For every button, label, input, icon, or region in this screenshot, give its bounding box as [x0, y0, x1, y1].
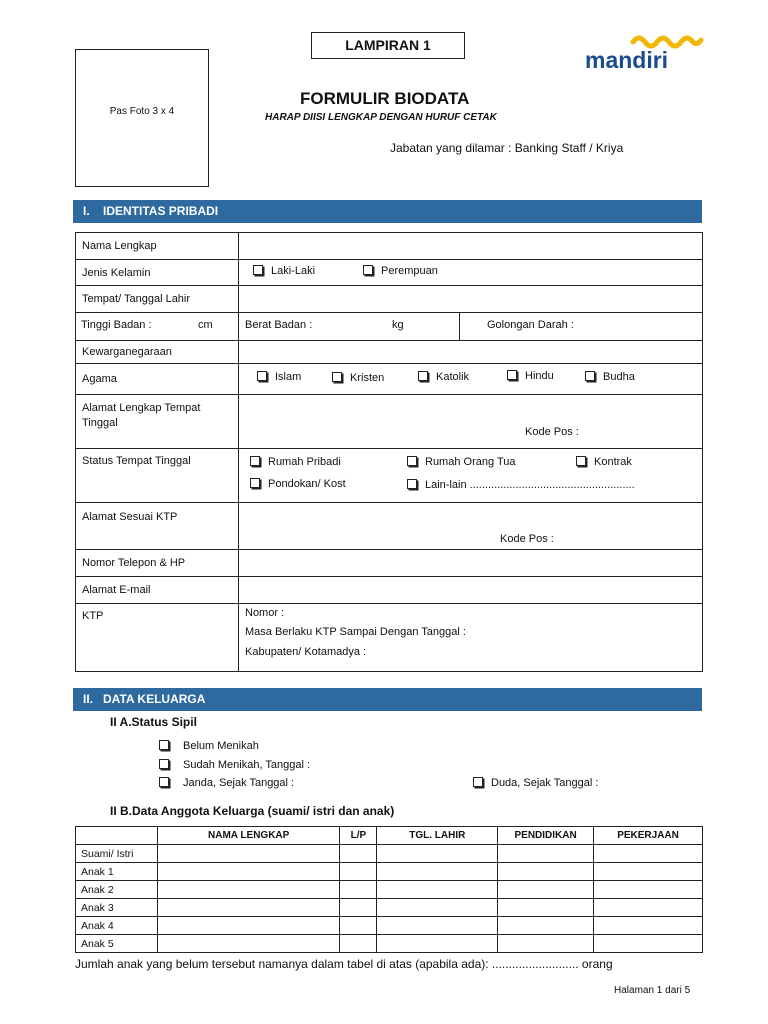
civil-option-janda[interactable]	[159, 777, 294, 789]
cell[interactable]	[594, 899, 703, 917]
cell[interactable]	[340, 935, 377, 953]
checkbox[interactable]	[250, 456, 260, 466]
gender-option-male[interactable]	[253, 265, 315, 277]
input-email[interactable]	[238, 577, 702, 604]
checkbox[interactable]	[407, 479, 417, 489]
label-telepon: Nomor Telepon & HP	[76, 550, 239, 577]
cell[interactable]	[157, 899, 340, 917]
children-count-note: Jumlah anak yang belum tersebut namanya dalam tabel di atas (apabila ada): .......................... orang	[75, 957, 613, 971]
header-lp: L/P	[340, 827, 377, 845]
cell[interactable]	[340, 863, 377, 881]
family-table	[75, 826, 703, 953]
option-label: Hindu	[525, 370, 554, 382]
input-nama[interactable]	[238, 233, 702, 260]
row-label: Anak 1	[76, 863, 158, 881]
header-pekerjaan: PEKERJAAN	[594, 827, 703, 845]
checkbox[interactable]	[159, 740, 169, 750]
input-tempat-lahir[interactable]	[238, 286, 702, 313]
label-email: Alamat E-mail	[76, 577, 239, 604]
label-jenis-kelamin: Jenis Kelamin	[76, 260, 239, 286]
residence-option-kontrak[interactable]	[576, 456, 632, 468]
section-number: I.	[83, 204, 90, 218]
unit-cm: cm	[198, 319, 213, 331]
label-berat: Berat Badan :	[245, 319, 313, 331]
label-nama: Nama Lengkap	[76, 233, 239, 260]
cell[interactable]	[157, 863, 340, 881]
input-telepon[interactable]	[238, 550, 702, 577]
option-label: Rumah Orang Tua	[425, 456, 516, 468]
unit-kg: kg	[392, 319, 404, 331]
header-nama: NAMA LENGKAP	[157, 827, 340, 845]
identity-table	[75, 232, 703, 672]
checkbox[interactable]	[332, 372, 342, 382]
cell[interactable]	[498, 899, 594, 917]
row-label: Anak 2	[76, 881, 158, 899]
mandiri-logo	[585, 32, 705, 72]
option-label: Perempuan	[381, 265, 438, 277]
option-label: Sudah Menikah, Tanggal :	[183, 759, 310, 771]
checkbox[interactable]	[159, 759, 169, 769]
input-alamat[interactable]	[238, 395, 702, 449]
label-ktp-nomor: Nomor :	[245, 607, 285, 619]
gender-option-female[interactable]	[363, 265, 438, 277]
section-number: II.	[83, 692, 94, 706]
section-title: DATA KELUARGA	[103, 692, 206, 706]
religion-option-budha[interactable]	[585, 371, 635, 383]
cell[interactable]	[157, 881, 340, 899]
cell[interactable]	[340, 899, 377, 917]
civil-option-duda[interactable]	[473, 777, 598, 789]
label-alamat: Alamat Lengkap Tempat Tinggal	[76, 395, 239, 449]
cell[interactable]	[498, 935, 594, 953]
checkbox[interactable]	[507, 370, 517, 380]
cell[interactable]	[157, 845, 340, 863]
svg-text:mandiri: mandiri	[585, 47, 669, 72]
label-kode-pos-ktp: Kode Pos :	[500, 533, 554, 545]
religion-option-katolik[interactable]	[418, 371, 469, 383]
cell[interactable]	[377, 863, 498, 881]
header-pendidikan: PENDIDIKAN	[498, 827, 594, 845]
cell[interactable]	[498, 881, 594, 899]
cell[interactable]	[594, 881, 703, 899]
residence-option-lain-lain[interactable]	[407, 479, 635, 491]
option-label: Duda, Sejak Tanggal :	[491, 777, 599, 789]
photo-box	[75, 49, 209, 187]
cell[interactable]	[594, 917, 703, 935]
cell[interactable]	[157, 935, 340, 953]
position-applied: Jabatan yang dilamar : Banking Staff / Kriya	[390, 141, 624, 155]
residence-option-rumah-orang-tua[interactable]	[407, 456, 516, 468]
input-alamat-ktp[interactable]	[238, 503, 702, 550]
row-label: Anak 4	[76, 917, 158, 935]
label-tinggi: Tinggi Badan :	[81, 319, 152, 331]
civil-option-sudah-menikah[interactable]	[159, 759, 310, 771]
label-ktp-masa: Masa Berlaku KTP Sampai Dengan Tanggal :	[245, 626, 466, 638]
table-row	[76, 863, 703, 881]
section-keluarga-header	[73, 688, 702, 711]
lampiran-box: LAMPIRAN 1	[311, 32, 465, 59]
checkbox[interactable]	[159, 777, 169, 787]
civil-option-belum-menikah[interactable]	[159, 740, 259, 752]
checkbox[interactable]	[473, 777, 483, 787]
header-tgl-lahir: TGL. LAHIR	[377, 827, 498, 845]
cell[interactable]	[340, 845, 377, 863]
cell[interactable]	[340, 881, 377, 899]
photo-label: Pas Foto 3 x 4	[109, 106, 175, 117]
label-tempat-lahir: Tempat/ Tanggal Lahir	[76, 286, 239, 313]
cell[interactable]	[498, 845, 594, 863]
option-label: Janda, Sejak Tanggal :	[183, 777, 295, 789]
checkbox[interactable]	[253, 265, 263, 275]
option-label: Kontrak	[594, 456, 632, 468]
table-row	[76, 899, 703, 917]
label-ktp-kabupaten: Kabupaten/ Kotamadya :	[245, 646, 367, 658]
label-kode-pos: Kode Pos :	[525, 426, 579, 438]
form-subtitle: HARAP DIISI LENGKAP DENGAN HURUF CETAK	[265, 112, 497, 123]
checkbox[interactable]	[585, 371, 595, 381]
cell[interactable]	[594, 863, 703, 881]
family-data-heading: II B.Data Anggota Keluarga (suami/ istri dan anak)	[110, 804, 395, 818]
cell[interactable]	[498, 917, 594, 935]
residence-option-pondokan[interactable]	[250, 478, 346, 490]
cell[interactable]	[594, 935, 703, 953]
section-identitas-header	[73, 200, 702, 223]
label-ktp: KTP	[76, 604, 239, 672]
cell[interactable]	[594, 845, 703, 863]
row-label: Anak 5	[76, 935, 158, 953]
input-kewarganegaraan[interactable]	[238, 341, 702, 364]
cell[interactable]	[340, 917, 377, 935]
option-label: Katolik	[436, 371, 470, 383]
religion-option-hindu[interactable]	[507, 370, 554, 382]
residence-option-rumah-pribadi[interactable]	[250, 456, 341, 468]
page-number: Halaman 1 dari 5	[614, 985, 691, 996]
cell[interactable]	[377, 881, 498, 899]
option-label: Islam	[275, 371, 302, 383]
cell[interactable]	[157, 917, 340, 935]
religion-option-kristen[interactable]	[332, 372, 384, 384]
label-status-tinggal: Status Tempat Tinggal	[76, 449, 239, 503]
option-label: Laki-Laki	[271, 265, 316, 277]
option-label: Lain-lain ......................................................	[425, 479, 635, 491]
option-label: Budha	[603, 371, 635, 383]
option-label: Kristen	[350, 372, 385, 384]
row-label: Suami/ Istri	[76, 845, 158, 863]
checkbox[interactable]	[363, 265, 373, 275]
section-title: IDENTITAS PRIBADI	[103, 204, 219, 218]
checkbox[interactable]	[576, 456, 586, 466]
label-kewarganegaraan: Kewarganegaraan	[76, 341, 239, 364]
table-row	[76, 917, 703, 935]
religion-option-islam[interactable]	[257, 371, 301, 383]
option-label: Belum Menikah	[183, 740, 259, 752]
option-label: Pondokan/ Kost	[268, 478, 346, 490]
label-alamat-ktp: Alamat Sesuai KTP	[76, 503, 239, 550]
checkbox[interactable]	[250, 478, 260, 488]
checkbox[interactable]	[257, 371, 267, 381]
header-blank	[76, 827, 158, 845]
cell[interactable]	[377, 899, 498, 917]
row-label: Anak 3	[76, 899, 158, 917]
checkbox[interactable]	[418, 371, 428, 381]
table-row	[76, 935, 703, 953]
table-row	[76, 881, 703, 899]
table-row	[76, 845, 703, 863]
checkbox[interactable]	[407, 456, 417, 466]
cell[interactable]	[377, 935, 498, 953]
label-golongan: Golongan Darah :	[487, 319, 574, 331]
cell[interactable]	[498, 863, 594, 881]
form-title: FORMULIR BIODATA	[300, 89, 470, 108]
label-agama: Agama	[76, 364, 239, 395]
cell[interactable]	[377, 845, 498, 863]
option-label: Rumah Pribadi	[268, 456, 341, 468]
status-sipil-heading: II A.Status Sipil	[110, 715, 197, 729]
cell[interactable]	[377, 917, 498, 935]
